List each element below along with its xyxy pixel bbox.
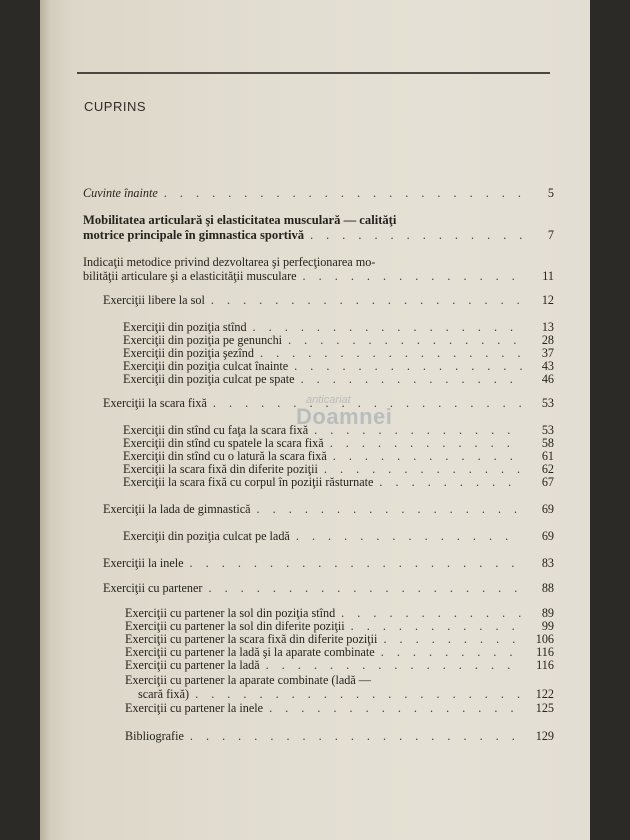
toc-subentry-line — [125, 674, 554, 687]
leader-dots — [335, 607, 522, 620]
toc-entry — [83, 229, 554, 242]
toc-entry-title: Exerciţii cu partener la sol din poziţia stînd — [125, 606, 336, 620]
toc-entry-title: bilităţii articulare şi a elasticităţii musculare — [83, 269, 297, 283]
toc-entry-page: 69 — [541, 529, 554, 543]
book-page — [40, 0, 590, 840]
toc-entry-page: 99 — [541, 619, 554, 633]
toc-entry-title: Exerciţii cu partener la inele — [125, 701, 264, 715]
toc-section-title: Exerciţii cu partener — [103, 581, 203, 595]
toc-entry-page: 53 — [541, 396, 554, 410]
leader-dots — [254, 347, 522, 360]
toc-entry-title: Exerciţii la scara fixă din diferite poziţii — [123, 462, 318, 476]
toc-subentry — [123, 476, 554, 489]
toc-entry-page: 122 — [535, 687, 554, 701]
leader-dots — [297, 270, 522, 283]
toc-section — [103, 503, 554, 516]
toc-entry-title: Exerciţii din poziţia pe genunchi — [123, 333, 283, 347]
leader-dots — [247, 321, 522, 334]
leader-dots — [375, 646, 522, 659]
toc-entry-title: motrice principale în gimnastica sportivă — [83, 228, 305, 242]
toc-entry-page: 106 — [535, 632, 554, 646]
leader-dots — [184, 730, 522, 743]
toc-entry-page: 11 — [542, 269, 554, 283]
leader-dots — [260, 659, 522, 672]
leader-dots — [324, 437, 522, 450]
leader-dots — [373, 476, 522, 489]
toc-subentry — [123, 530, 554, 543]
toc-entry-title: Exerciţii cu partener la ladă — [125, 658, 260, 672]
toc-entry-page: 88 — [541, 581, 554, 595]
toc-entry-page: 129 — [535, 729, 554, 743]
toc-subentry — [125, 659, 554, 672]
toc-entry-title: Exerciţii din stînd cu faţa la scara fixă — [123, 423, 309, 437]
toc-entry-page: 89 — [541, 606, 554, 620]
toc-entry-title: Bibliografie — [125, 729, 184, 743]
toc-entry-title: Mobilitatea articulară şi elasticitatea musculară — calităţi — [83, 213, 397, 227]
leader-dots — [202, 582, 522, 595]
leader-dots — [189, 688, 522, 701]
toc-section-title: Exerciţii libere la sol — [103, 293, 205, 307]
toc-entry-line — [83, 256, 554, 269]
leader-dots — [282, 334, 522, 347]
leader-dots — [295, 373, 522, 386]
toc-section-title: Exerciţii la inele — [103, 556, 184, 570]
leader-dots — [304, 229, 522, 242]
toc-entry-page: 62 — [541, 462, 554, 476]
toc-entry-page: 43 — [541, 359, 554, 373]
toc-subentry — [123, 373, 554, 386]
toc-entry-title: Exerciţii din poziţia stînd — [123, 320, 247, 334]
leader-dots — [288, 360, 522, 373]
leader-dots — [377, 633, 522, 646]
toc-entry-page: 46 — [541, 372, 554, 386]
leader-dots — [205, 294, 522, 307]
toc-entry-title: Exerciţii din stînd cu spatele la scara fixă — [123, 436, 324, 450]
leader-dots — [184, 557, 522, 570]
toc-entry-page: 12 — [541, 293, 554, 307]
leader-dots — [158, 187, 522, 200]
toc-entry-title: scară fixă) — [138, 687, 190, 701]
watermark-logo — [296, 394, 392, 430]
toc-entry-page: 61 — [541, 449, 554, 463]
toc-entry-title: Exerciţii din poziţia şezînd — [123, 346, 254, 360]
toc-entry-title: Indicaţii metodice privind dezvoltarea şi perfecţionarea mo- — [83, 255, 376, 269]
toc-entry-page: 28 — [541, 333, 554, 347]
toc-entry-page: 116 — [536, 658, 554, 672]
toc-entry-page: 83 — [541, 556, 554, 570]
toc-entry-page: 58 — [541, 436, 554, 450]
toc-entry-title: Exerciţii cu partener la scara fixă din diferite poziţii — [125, 632, 378, 646]
leader-dots — [263, 702, 522, 715]
toc-entry-title: Exerciţii cu partener la sol din diferite poziţii — [125, 619, 345, 633]
toc-section — [103, 557, 554, 570]
toc-entry — [125, 730, 554, 743]
toc-entry-page: 53 — [541, 423, 554, 437]
toc-entry-page: 5 — [547, 186, 554, 200]
toc-subentry — [125, 702, 554, 715]
toc-entry-page: 69 — [541, 502, 554, 516]
toc-entry-line — [83, 214, 554, 227]
toc-entry-title: Exerciţii din poziţia culcat pe spate — [123, 372, 295, 386]
toc-entry-title: Exerciţii din poziţia culcat înainte — [123, 359, 289, 373]
toc-section — [103, 582, 554, 595]
toc-entry-title: Exerciţii din poziţia culcat pe ladă — [123, 529, 290, 543]
toc-entry — [83, 270, 554, 283]
toc-entry-title: Exerciţii cu partener la aparate combinate (ladă — — [125, 673, 371, 687]
toc-entry — [83, 187, 554, 200]
toc-subentry — [138, 688, 554, 701]
toc-entry-title: Exerciţii la scara fixă cu corpul în poziţii răsturnate — [123, 475, 374, 489]
toc-section-title: Exerciţii la scara fixă — [103, 396, 207, 410]
watermark-line: anticariat — [306, 394, 351, 406]
toc-entry-page: 125 — [535, 701, 554, 715]
leader-dots — [251, 503, 522, 516]
toc-entry-page: 37 — [541, 346, 554, 360]
toc-entry-title: Exerciţii cu partener la ladă şi la aparate combinate — [125, 645, 375, 659]
toc-entry-title: Exerciţii din stînd cu o latură la scara fixă — [123, 449, 327, 463]
toc-entry-page: 116 — [536, 645, 554, 659]
toc-entry-title: Cuvinte înainte — [83, 186, 158, 200]
toc-entry-page: 13 — [541, 320, 554, 334]
toc-section-title: Exerciţii la lada de gimnastică — [103, 502, 251, 516]
page-heading: CUPRINS — [84, 99, 147, 114]
toc-section — [103, 294, 554, 307]
leader-dots — [290, 530, 522, 543]
leader-dots — [327, 450, 522, 463]
toc-entry-page: 67 — [541, 475, 554, 489]
watermark-name: Doamnei — [296, 404, 393, 429]
toc-entry-page: 7 — [547, 228, 554, 242]
